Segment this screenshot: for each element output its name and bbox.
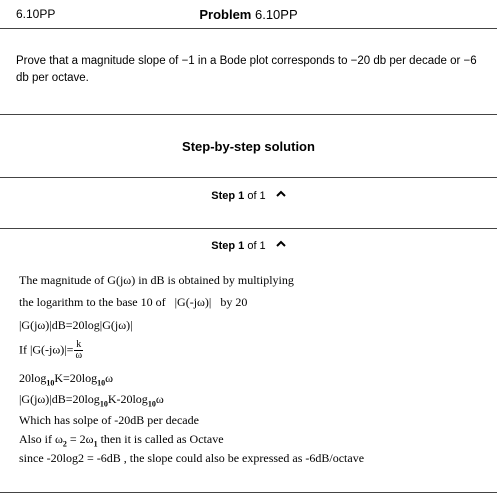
solution-line (19, 371, 113, 387)
solution-line (19, 273, 294, 288)
subscript: 2 (62, 439, 67, 449)
solution-math: K-20log (107, 392, 148, 406)
step-number: 1 (238, 190, 245, 202)
solution-text: by 20 (220, 295, 248, 309)
solution-math: |G(jω)|dB=20log|G(jω)| (19, 318, 133, 332)
solution-line (19, 340, 83, 361)
solution-math: |G(jω)|dB=20log (19, 392, 100, 406)
solution-heading: Step-by-step solution (182, 139, 315, 154)
solution-line (19, 451, 364, 466)
header-bar (0, 0, 497, 28)
solution-text: Which has solpe of -20dB per decade (19, 413, 199, 427)
subscript: 10 (99, 399, 108, 409)
divider (0, 228, 497, 229)
page-title (0, 7, 497, 22)
chevron-up-icon[interactable] (276, 188, 286, 200)
step-number: 1 (238, 240, 245, 252)
solution-math: ω (155, 392, 164, 406)
solution-math: Also if ω (19, 432, 63, 446)
solution-math: K=20log (54, 371, 98, 385)
problem-code: 6.10PP (16, 7, 56, 21)
page-title-number: 6.10PP (254, 7, 298, 22)
fraction-denominator: ω (75, 350, 83, 361)
subscript: 10 (46, 378, 55, 388)
solution-line (19, 432, 224, 448)
solution-math: ω (105, 371, 114, 385)
solution-line (19, 295, 247, 310)
fraction-numerator: k (76, 339, 82, 350)
solution-text: the logarithm to the base 10 of (19, 295, 166, 309)
step-of: of 1 (247, 240, 266, 252)
step-of: of 1 (247, 190, 266, 202)
solution-math: |G(-jω)| (174, 295, 212, 309)
fraction (74, 340, 83, 361)
step-word: Step (211, 240, 236, 252)
subscript: 10 (97, 378, 106, 388)
step-toggle-collapsed[interactable] (0, 190, 497, 202)
solution-line (19, 318, 133, 333)
solution-text: then it is called as Octave (97, 432, 224, 446)
chevron-up-icon[interactable] (276, 238, 286, 250)
solution-math: = 2ω (66, 432, 94, 446)
step-toggle[interactable] (0, 240, 497, 252)
solution-line (19, 392, 164, 408)
solution-math: If |G(-jω)|= (19, 342, 74, 357)
divider (0, 492, 497, 493)
question-text: Prove that a magnitude slope of −1 in a Bode plot corresponds to −20 db per decade or −6 db per octave. (16, 55, 477, 84)
divider (0, 28, 497, 29)
step-word: Step (211, 190, 236, 202)
subscript: 1 (93, 439, 98, 449)
solution-math: 20log (19, 371, 47, 385)
subscript: 10 (147, 399, 156, 409)
page-title-label: Problem (199, 7, 252, 22)
solution-text: The magnitude of G(jω) in dB is obtained by multiplying (19, 273, 294, 287)
divider (0, 114, 497, 115)
solution-line (19, 413, 199, 428)
solution-text: since -20log2 = -6dB , the slope could also be expressed as -6dB/octave (19, 451, 365, 465)
divider (0, 177, 497, 178)
